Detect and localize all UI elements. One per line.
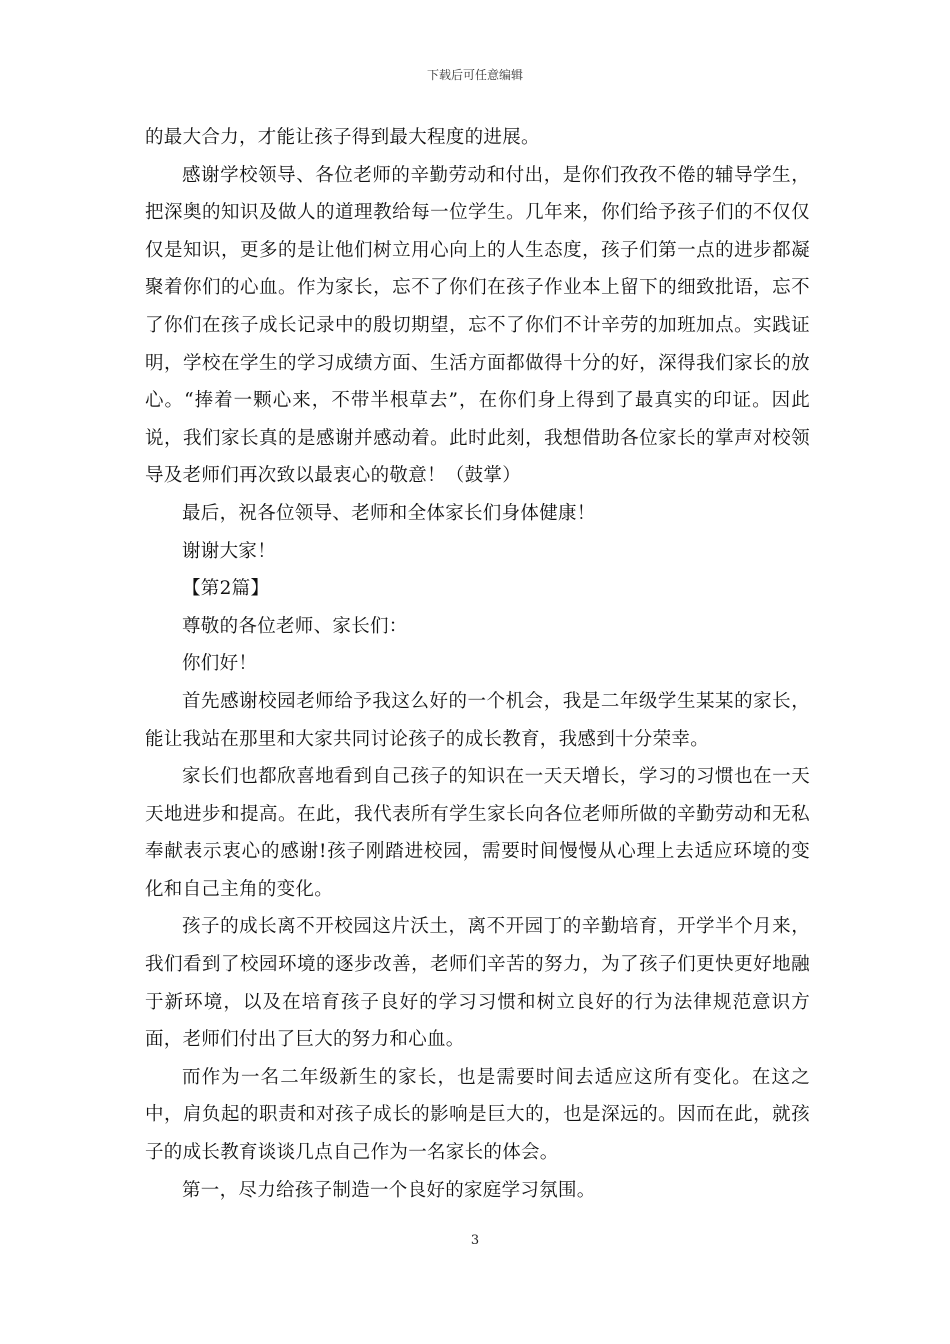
header-note: 下载后可任意编辑	[426, 68, 523, 82]
paragraph-growth: 孩子的成长离不开校园这片沃土，离不开园丁的辛勤培育，开学半个月来，我们看到了校园环境的逐步改善，老师们辛苦的努力，为了孩子们更快更好地融于新环境，以及在培育孩子良好的学习习惯和树立良好的行为法律规范意识方面，老师们付出了巨大的努力和心血。	[145, 916, 810, 1051]
paragraph-introduction: 首先感谢校园老师给予我这么好的一个机会，我是二年级学生某某的家长，能让我站在那里和大家共同讨论孩子的成长教育，我感到十分荣幸。	[145, 690, 810, 750]
document-body	[145, 119, 810, 1209]
paragraph-closing-wishes: 最后，祝各位领导、老师和全体家长们身体健康！	[182, 502, 596, 524]
section-heading: 【第2篇】	[182, 578, 270, 600]
paragraph-thank-you: 谢谢大家！	[182, 540, 277, 562]
paragraph-progress: 家长们也都欣喜地看到自己孩子的知识在一天天增长，学习的习惯也在一天天地进步和提高。在此，我代表所有学生家长向各位老师所做的辛勤劳动和无私奉献表示衷心的感谢!孩子刚踏进校园，需要时间慢慢从心理上去适应环境的变化和自己主角的变化。	[145, 766, 810, 900]
paragraph-parent-role: 而作为一名二年级新生的家长，也是需要时间去适应这所有变化。在这之中，肩负起的职责和对孩子成长的影响是巨大的，也是深远的。因而在此，就孩子的成长教育谈谈几点自己作为一名家长的体会。	[145, 1066, 810, 1164]
paragraph-continuation: 的最大合力，才能让孩子得到最大程度的进展。	[145, 127, 540, 148]
page-number-value: 3	[470, 1233, 480, 1248]
page-number	[0, 1233, 950, 1249]
paragraph-point-one: 第一，尽力给孩子制造一个良好的家庭学习氛围。	[182, 1179, 596, 1201]
paragraph-thanks-teachers: 感谢学校领导、各位老师的辛勤劳动和付出，是你们孜孜不倦的辅导学生，把深奥的知识及做人的道理教给每一位学生。几年来，你们给予孩子们的不仅仅仅是知识，更多的是让他们树立用心向上的人生态度，孩子们第一点的进步都凝聚着你们的心血。作为家长，忘不了你们在孩子作业本上留下的细致批语，忘不了你们在孩子成长记录中的殷切期望，忘不了你们不计辛劳的加班加点。实践证明，学校在学生的学习成绩方面、生活方面都做得十分的好，深得我们家长的放心。“捧着一颗心来，不带半根草去”，在你们身上得到了最真实的印证。因此说，我们家长真的是感谢并感动着。此时此刻，我想借助各位家长的掌声对校领导及老师们再次致以最衷心的敬意！（鼓掌）	[145, 164, 810, 487]
paragraph-salutation: 尊敬的各位老师、家长们：	[182, 615, 408, 637]
paragraph-greeting: 你们好！	[182, 653, 258, 675]
page-header	[0, 68, 950, 82]
